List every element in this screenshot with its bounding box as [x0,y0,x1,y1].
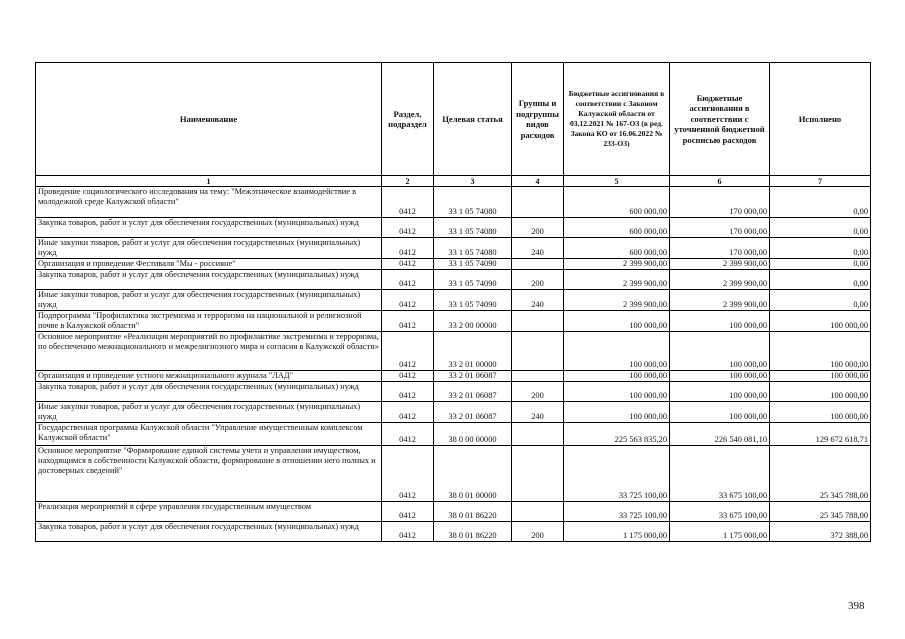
row-name: Закупка товаров, работ и услуг для обеспечения государственных (муниципальных) нужд [36,270,382,290]
column-number: 2 [382,176,434,187]
row-executed-amount: 100 000,00 [770,382,871,402]
table-row [36,502,871,522]
row-section: 0412 [382,332,434,371]
table-row [36,371,871,382]
row-executed-amount: 25 345 788,00 [770,502,871,522]
header-law: Бюджетные ассигнования в соответствии с Законом Калужской области от 03.12.2021 № 167-ОЗ (в ред. Закона КО от 16.06.2022 № 233-ОЗ) [564,63,670,176]
row-section: 0412 [382,402,434,423]
row-target: 38 0 00 00000 [434,423,512,446]
row-section: 0412 [382,382,434,402]
header-groups: Группы и подгруппы видов расходов [512,63,564,176]
row-name: Основное мероприятие «Реализация мероприятий по профилактике экстремизма и терроризма, по обеспечению межнационального и межрелигиозного мира и согласия в Калужской области» [36,332,382,371]
table-row [36,238,871,259]
row-law-amount: 1 175 000,00 [564,522,670,542]
row-law-amount: 600 000,00 [564,238,670,259]
row-law-amount: 2 399 900,00 [564,270,670,290]
row-law-amount: 100 000,00 [564,382,670,402]
row-name: Иные закупки товаров, работ и услуг для обеспечения государственных (муниципальных) нужд [36,290,382,311]
row-target: 33 1 05 74080 [434,187,512,218]
table-row [36,290,871,311]
row-group [512,502,564,522]
table-row [36,423,871,446]
row-target: 38 0 01 86220 [434,522,512,542]
row-target: 33 2 00 00000 [434,311,512,332]
row-group [512,311,564,332]
row-law-amount: 33 725 100,00 [564,502,670,522]
row-group: 200 [512,382,564,402]
row-refined-amount: 2 399 900,00 [670,259,770,270]
row-name: Подпрограмма "Профилактика экстремизма и терроризма на национальной и религиозной почве в Калужской области" [36,311,382,332]
header-target: Целевая статья [434,63,512,176]
header-refined: Бюджетные ассигнования в соответствии с уточненной бюджетной росписью расходов [670,63,770,176]
row-target: 33 1 05 74090 [434,270,512,290]
column-number: 4 [512,176,564,187]
row-section: 0412 [382,522,434,542]
row-refined-amount: 33 675 100,00 [670,502,770,522]
row-group: 200 [512,270,564,290]
header-section: Раздел, подраздел [382,63,434,176]
table-row [36,311,871,332]
row-group: 240 [512,290,564,311]
table-row [36,382,871,402]
column-number: 5 [564,176,670,187]
row-name: Основное мероприятие "Формирование единой системы учета и управления имуществом, находящимся в собственности Калужской области, формирование в отношении него полных и достоверных сведений" [36,446,382,502]
row-name: Государственная программа Калужской области "Управление имущественным комплексом Калужской области" [36,423,382,446]
row-law-amount: 2 399 900,00 [564,259,670,270]
row-name: Организация и проведение Фестиваля "Мы - россияне" [36,259,382,270]
column-number-row [36,176,871,187]
row-name: Иные закупки товаров, работ и услуг для обеспечения государственных (муниципальных) нужд [36,238,382,259]
row-law-amount: 33 725 100,00 [564,446,670,502]
row-group [512,187,564,218]
row-section: 0412 [382,238,434,259]
row-law-amount: 100 000,00 [564,311,670,332]
row-target: 38 0 01 00000 [434,446,512,502]
row-executed-amount: 0,00 [770,290,871,311]
row-refined-amount: 1 175 000,00 [670,522,770,542]
row-group [512,446,564,502]
row-name: Проведение социологического исследования на тему: "Межэтническое взаимодействие в молодежной среде Калужской области" [36,187,382,218]
row-executed-amount: 100 000,00 [770,311,871,332]
row-name: Организация и проведение устного межнационального журнала "ЛАД" [36,371,382,382]
row-group: 240 [512,238,564,259]
row-section: 0412 [382,259,434,270]
row-target: 33 1 05 74080 [434,218,512,238]
row-target: 33 1 05 74090 [434,259,512,270]
row-section: 0412 [382,371,434,382]
row-executed-amount: 372 388,00 [770,522,871,542]
row-section: 0412 [382,446,434,502]
table-row [36,218,871,238]
row-section: 0412 [382,311,434,332]
row-law-amount: 100 000,00 [564,371,670,382]
row-refined-amount: 170 000,00 [670,218,770,238]
row-group: 200 [512,218,564,238]
table-row [36,332,871,371]
row-section: 0412 [382,502,434,522]
row-target: 33 2 01 00000 [434,332,512,371]
row-law-amount: 225 563 835,20 [564,423,670,446]
row-section: 0412 [382,290,434,311]
row-name: Реализация мероприятий в сфере управления государственным имуществом [36,502,382,522]
row-refined-amount: 226 540 081,10 [670,423,770,446]
row-refined-amount: 100 000,00 [670,371,770,382]
column-number: 7 [770,176,871,187]
row-target: 33 1 05 74090 [434,290,512,311]
header-name: Наименование [36,63,382,176]
row-executed-amount: 25 345 788,00 [770,446,871,502]
column-number: 3 [434,176,512,187]
row-name: Иные закупки товаров, работ и услуг для обеспечения государственных (муниципальных) нужд [36,402,382,423]
row-refined-amount: 170 000,00 [670,187,770,218]
row-group [512,423,564,446]
column-number: 6 [670,176,770,187]
table-row [36,402,871,423]
row-group [512,259,564,270]
row-refined-amount: 2 399 900,00 [670,270,770,290]
row-executed-amount: 100 000,00 [770,332,871,371]
row-executed-amount: 0,00 [770,270,871,290]
row-refined-amount: 33 675 100,00 [670,446,770,502]
row-name: Закупка товаров, работ и услуг для обеспечения государственных (муниципальных) нужд [36,382,382,402]
page-number: 398 [848,600,865,612]
row-target: 38 0 01 86220 [434,502,512,522]
row-law-amount: 100 000,00 [564,332,670,371]
budget-table [35,62,871,542]
row-executed-amount: 129 672 618,71 [770,423,871,446]
table-row [36,259,871,270]
row-law-amount: 600 000,00 [564,187,670,218]
row-refined-amount: 2 399 900,00 [670,290,770,311]
row-section: 0412 [382,423,434,446]
row-refined-amount: 100 000,00 [670,311,770,332]
column-number: 1 [36,176,382,187]
row-refined-amount: 100 000,00 [670,382,770,402]
row-target: 33 1 05 74080 [434,238,512,259]
row-section: 0412 [382,218,434,238]
row-law-amount: 2 399 900,00 [564,290,670,311]
header-executed: Исполнено [770,63,871,176]
row-executed-amount: 100 000,00 [770,371,871,382]
row-target: 33 2 01 06087 [434,371,512,382]
row-law-amount: 600 000,00 [564,218,670,238]
table-row [36,446,871,502]
row-group: 200 [512,522,564,542]
header-row [36,63,871,176]
row-target: 33 2 01 06087 [434,382,512,402]
row-group [512,332,564,371]
row-refined-amount: 100 000,00 [670,332,770,371]
row-group: 240 [512,402,564,423]
row-executed-amount: 100 000,00 [770,402,871,423]
table-row [36,270,871,290]
row-executed-amount: 0,00 [770,187,871,218]
row-group [512,371,564,382]
row-name: Закупка товаров, работ и услуг для обеспечения государственных (муниципальных) нужд [36,218,382,238]
row-refined-amount: 170 000,00 [670,238,770,259]
row-section: 0412 [382,270,434,290]
row-name: Закупка товаров, работ и услуг для обеспечения государственных (муниципальных) нужд [36,522,382,542]
row-section: 0412 [382,187,434,218]
table-row [36,187,871,218]
row-executed-amount: 0,00 [770,259,871,270]
row-target: 33 2 01 06087 [434,402,512,423]
row-refined-amount: 100 000,00 [670,402,770,423]
row-executed-amount: 0,00 [770,238,871,259]
row-law-amount: 100 000,00 [564,402,670,423]
row-executed-amount: 0,00 [770,218,871,238]
table-row [36,522,871,542]
